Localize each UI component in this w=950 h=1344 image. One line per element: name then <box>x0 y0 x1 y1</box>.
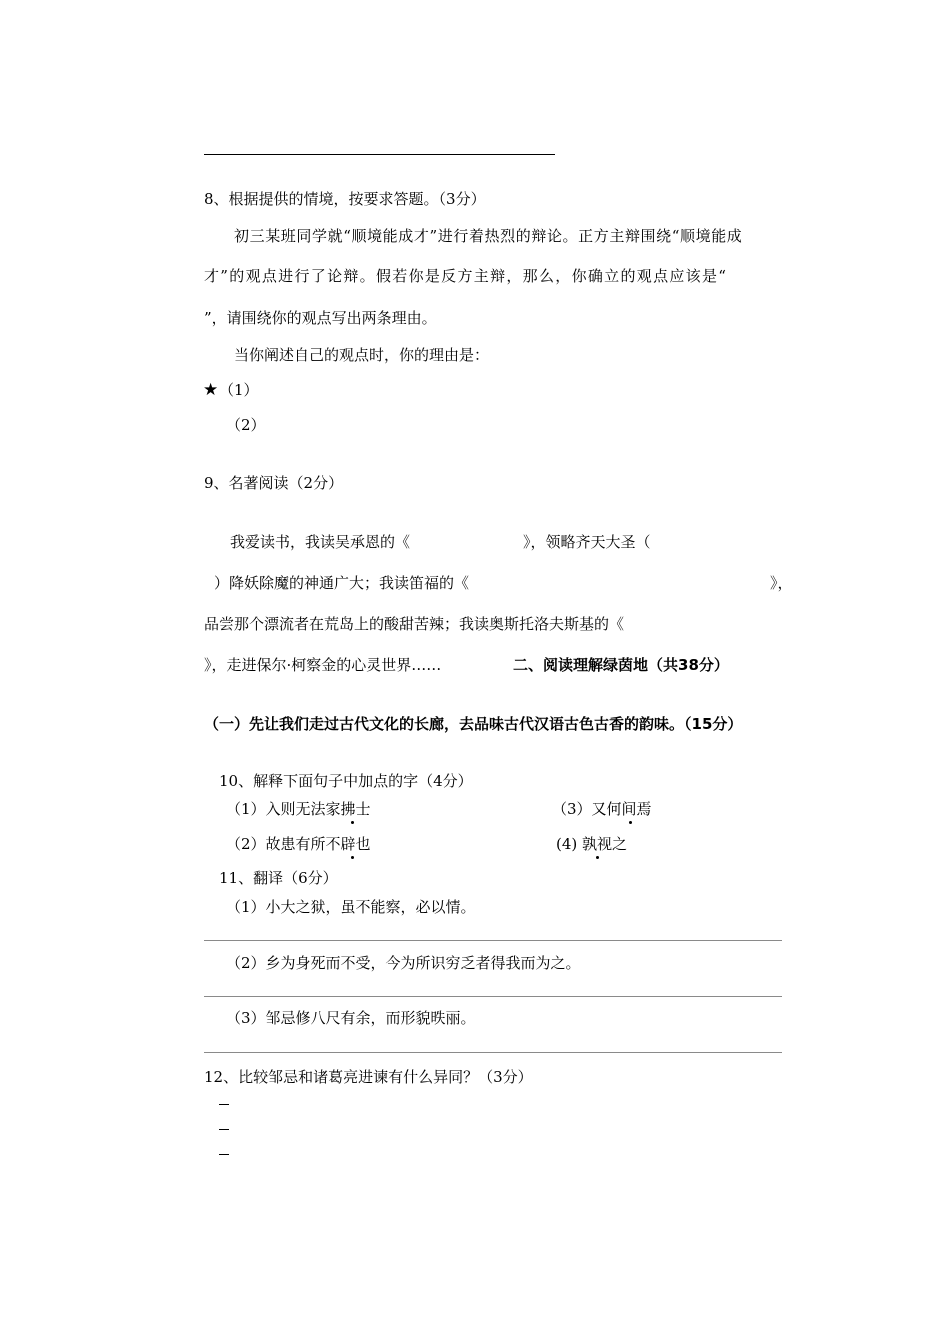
star-icon: ★ <box>203 380 219 400</box>
emphasis-dot <box>351 821 354 824</box>
q9-line1-b: 》，领略齐天大圣（ <box>523 533 651 551</box>
answer-line <box>204 1052 782 1053</box>
q8-title: 8、根据提供的情境，按要求答题。（3分） <box>204 190 486 208</box>
answer-dash <box>219 1129 229 1130</box>
q8-line2: 才”的观点进行了论辩。假若你是反方主辩，那么，你确立的观点应该是“ <box>204 267 728 285</box>
answer-dash <box>219 1104 229 1105</box>
top-answer-line <box>204 154 555 155</box>
section-2-heading: 二、阅读理解绿茵地（共38分） <box>513 656 729 674</box>
q9-title: 9、名著阅读（2分） <box>204 474 344 492</box>
answer-line <box>204 996 782 997</box>
q10-item-4: (4) 孰视之 <box>556 835 628 853</box>
q10-item-3: （3）又何间焉 <box>552 800 652 818</box>
q9-line2-b: 》， <box>770 574 793 592</box>
emphasis-dot <box>351 856 354 859</box>
q10-item-1: （1）入则无法家拂士 <box>226 800 371 818</box>
q11-title: 11、翻译（6分） <box>219 869 338 887</box>
emphasis-dot <box>596 856 599 859</box>
q8-line3: ”，请围绕你的观点写出两条理由。 <box>204 309 437 327</box>
q11-sentence-3: （3）邹忌修八尺有余，而形貌昳丽。 <box>226 1009 476 1027</box>
part-1-heading: （一）先让我们走过古代文化的长廊，去品味古代汉语古色古香的韵味。（15分） <box>204 715 743 733</box>
q10-item-2: （2）故患有所不辟也 <box>226 835 371 853</box>
q10-title: 10、解释下面句子中加点的字（4分） <box>219 772 473 790</box>
q9-line4: 》，走进保尔·柯察金的心灵世界…… <box>204 656 442 674</box>
q8-line1: 初三某班同学就“顺境能成才”进行着热烈的辩论。正方主辩围绕“顺境能成 <box>234 227 743 245</box>
answer-line <box>204 940 782 941</box>
q8-reason-2: （2） <box>226 416 266 434</box>
emphasis-dot <box>629 821 632 824</box>
q11-sentence-2: （2）乡为身死而不受，今为所识穷乏者得我而为之。 <box>226 954 581 972</box>
q9-line1-a: 我爱读书，我读吴承恩的《 <box>230 533 411 551</box>
q9-line2-a: ）降妖除魔的神通广大；我读笛福的《 <box>214 574 470 592</box>
q9-line3: 品尝那个漂流者在荒岛上的酸甜苦辣；我读奥斯托洛夫斯基的《 <box>204 615 625 633</box>
answer-dash <box>219 1154 229 1155</box>
q8-reason-1: （1） <box>219 381 259 399</box>
q11-sentence-1: （1）小大之狱，虽不能察，必以情。 <box>226 898 476 916</box>
q12-title: 12、比较邹忌和诸葛亮进谏有什么异同？（3分） <box>204 1068 533 1086</box>
q8-prompt: 当你阐述自己的观点时，你的理由是： <box>234 346 490 364</box>
